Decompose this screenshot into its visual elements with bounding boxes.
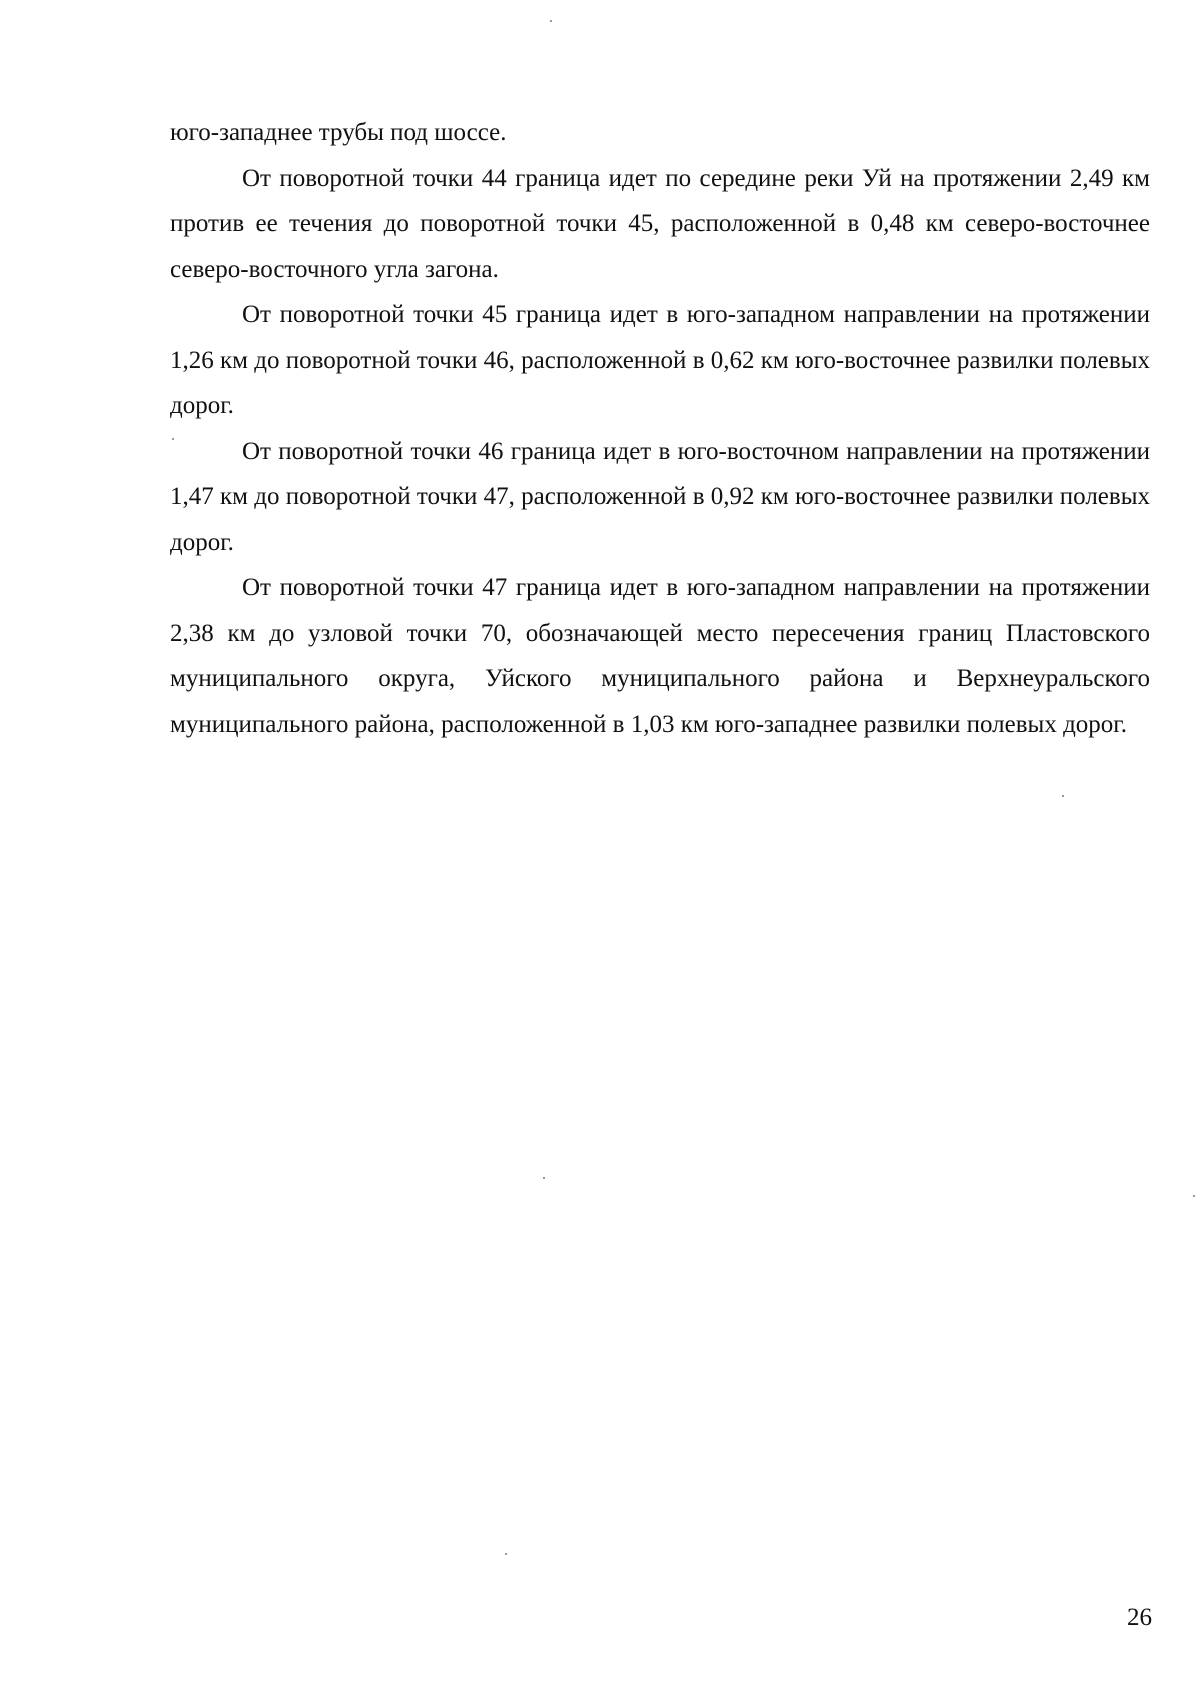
scan-speck bbox=[505, 1553, 507, 1555]
scan-speck bbox=[1062, 795, 1064, 797]
paragraph-continuation: юго-западнее трубы под шоссе. bbox=[170, 119, 507, 146]
scan-speck bbox=[550, 20, 552, 22]
scan-speck bbox=[1193, 1195, 1195, 1197]
scan-speck bbox=[543, 1177, 545, 1179]
paragraph-point-47: От поворотной точки 47 граница идет в юго-западном направлении на протяжении 2,38 км до узловой точки 70, обозначающей место пересечения границ Пластовского муниципального округа, Уйского муниципального района и Верхнеуральского муниципального района, расположенной в 1,03 км юго-западнее развилки полевых дорог. bbox=[170, 574, 1150, 738]
page-number: 26 bbox=[1127, 1604, 1152, 1631]
paragraph-point-46: От поворотной точки 46 граница идет в юго-восточном направлении на протяжении 1,47 км до поворотной точки 47, расположенной в 0,92 км юго-восточнее развилки полевых дорог. bbox=[170, 437, 1150, 556]
document-body bbox=[170, 110, 1150, 747]
scan-speck bbox=[172, 438, 174, 440]
paragraph-point-45: От поворотной точки 45 граница идет в юго-западном направлении на протяжении 1,26 км до поворотной точки 46, расположенной в 0,62 км юго-восточнее развилки полевых дорог. bbox=[170, 301, 1150, 419]
paragraph-point-44: От поворотной точки 44 граница идет по середине реки Уй на протяжении 2,49 км против ее течения до поворотной точки 45, расположенной в 0,48 км северо-восточнее северо-восточного угла загона. bbox=[170, 164, 1150, 283]
